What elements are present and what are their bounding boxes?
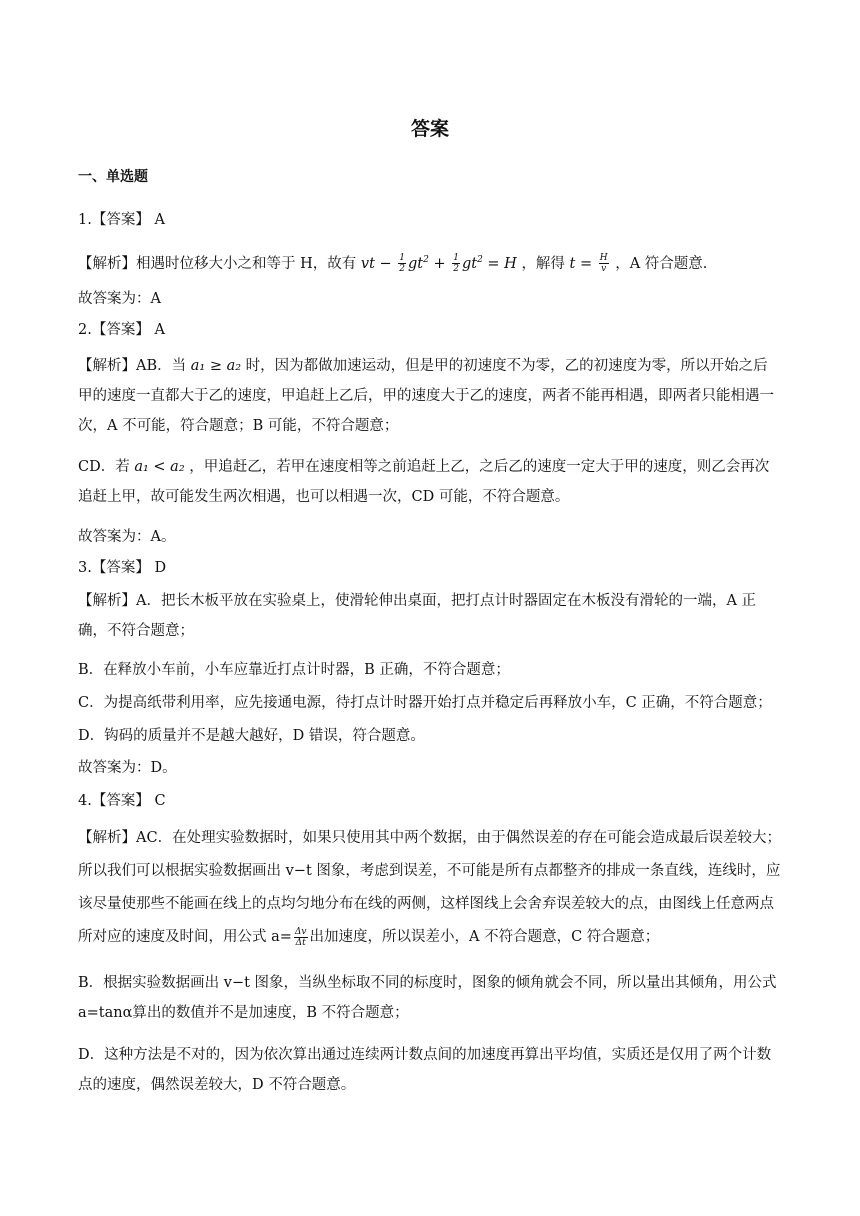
- q4-fraction: $\frac{\Delta v}{\Delta t}$: [294, 926, 307, 948]
- q1-conclusion: 故答案为：A: [78, 291, 161, 307]
- q2-analysis-ab: 【解析】AB．当 a₁ ≥ a₂ 时，因为都做加速运动，但是甲的初速度不为零，乙的初速度为零，所以开始之后甲的速度一直都大于乙的速度，甲追赶上乙后，甲的速度大于乙的速度，两者不能再相遇，即两者只能相遇一次，A 不可能，符合题意；B 可能，不符合题意；: [78, 358, 774, 434]
- page-title: 答案: [410, 118, 449, 140]
- q4-analysis-ac: 【解析】AC．在处理实验数据时，如果只使用其中两个数据，由于偶然误差的存在可能会造成最后误差较大；所以我们可以根据实验数据画出 v−t 图象，考虑到误差，不可能是所有点都整齐的排成一条直线，连线时，应该尽量使那些不能画在线上的点均匀地分布在线的两侧，这样图线上会舍弃误差较大的点，由图线上任意两点所对应的速度及时间，用公式 a= $\frac{\Delta v}{\Delta t}$ 出加速度，所以误差小，A 不符合题意，C 符合题意；: [78, 830, 782, 948]
- q1-answer: 1.【答案】 A: [78, 212, 165, 228]
- q2-answer: 2.【答案】 A: [78, 322, 165, 338]
- q3-conclusion: 故答案为：D。: [78, 760, 177, 776]
- analysis-tag: 【解析】: [78, 358, 136, 374]
- q3-analysis-a: 【解析】A．把长木板平放在实验桌上，使滑轮伸出桌面，把打点计时器固定在木板没有滑轮的一端，A 正确，不符合题意；: [78, 593, 757, 639]
- q4-analysis-b: B．根据实验数据画出 v−t 图象，当纵坐标取不同的标度时，图象的倾角就会不同，所以量出其倾角，用公式 a=tanα算出的数值并不是加速度，B 不符合题意；: [78, 975, 777, 1021]
- q1-equation: vt − $\frac{1}{2}$ $gt^2$ + $\frac{1}{2}$ $gt^2 = H$: [360, 253, 517, 275]
- q4-analysis-d: D．这种方法是不对的，因为依次算出通过连续两计数点间的加速度再算出平均值，实质还是仅用了两个计数点的速度，偶然误差较大，D 不符合题意。: [78, 1047, 772, 1093]
- q1-analysis: 【解析】相遇时位移大小之和等于 H，故有 vt − $\frac{1}{2}$ $gt^2$ + $\frac{1}{2}$ $gt^2 = H$ ，解得 t = $\frac{H}{v}$ ，A 符合题意.: [78, 253, 708, 275]
- q2-conclusion: 故答案为：A。: [78, 529, 176, 545]
- q4-answer: 4.【答案】 C: [78, 793, 166, 809]
- analysis-tag: 【解析】: [78, 593, 136, 609]
- q3-analysis-b: B．在释放小车前，小车应靠近打点计时器，B 正确，不符合题意；: [78, 662, 510, 678]
- analysis-tag: 【解析】: [78, 255, 136, 272]
- q3-analysis-d: D．钩码的质量并不是越大越好，D 错误，符合题意。: [78, 728, 425, 744]
- q3-answer: 3.【答案】 D: [78, 560, 167, 576]
- analysis-tag: 【解析】: [78, 830, 136, 846]
- q2-analysis-cd: CD．若 a₁ < a₂ ，甲追赶乙，若甲在速度相等之前追赶上乙，之后乙的速度一定大于甲的速度，则乙会再次追赶上甲，故可能发生两次相遇，也可以相遇一次，CD 可能，不符合题意。: [78, 459, 770, 505]
- q2-condition-1: a₁ ≥ a₂: [190, 358, 242, 374]
- q2-condition-2: a₁ < a₂: [134, 459, 185, 475]
- section-heading: 一、单选题: [78, 169, 148, 185]
- q1-solution: t = $\frac{H}{v}$: [569, 253, 608, 275]
- q3-analysis-c: C．为提高纸带利用率，应先接通电源，待打点计时器开始打点并稳定后再释放小车，C 正确，不符合题意；: [78, 695, 772, 711]
